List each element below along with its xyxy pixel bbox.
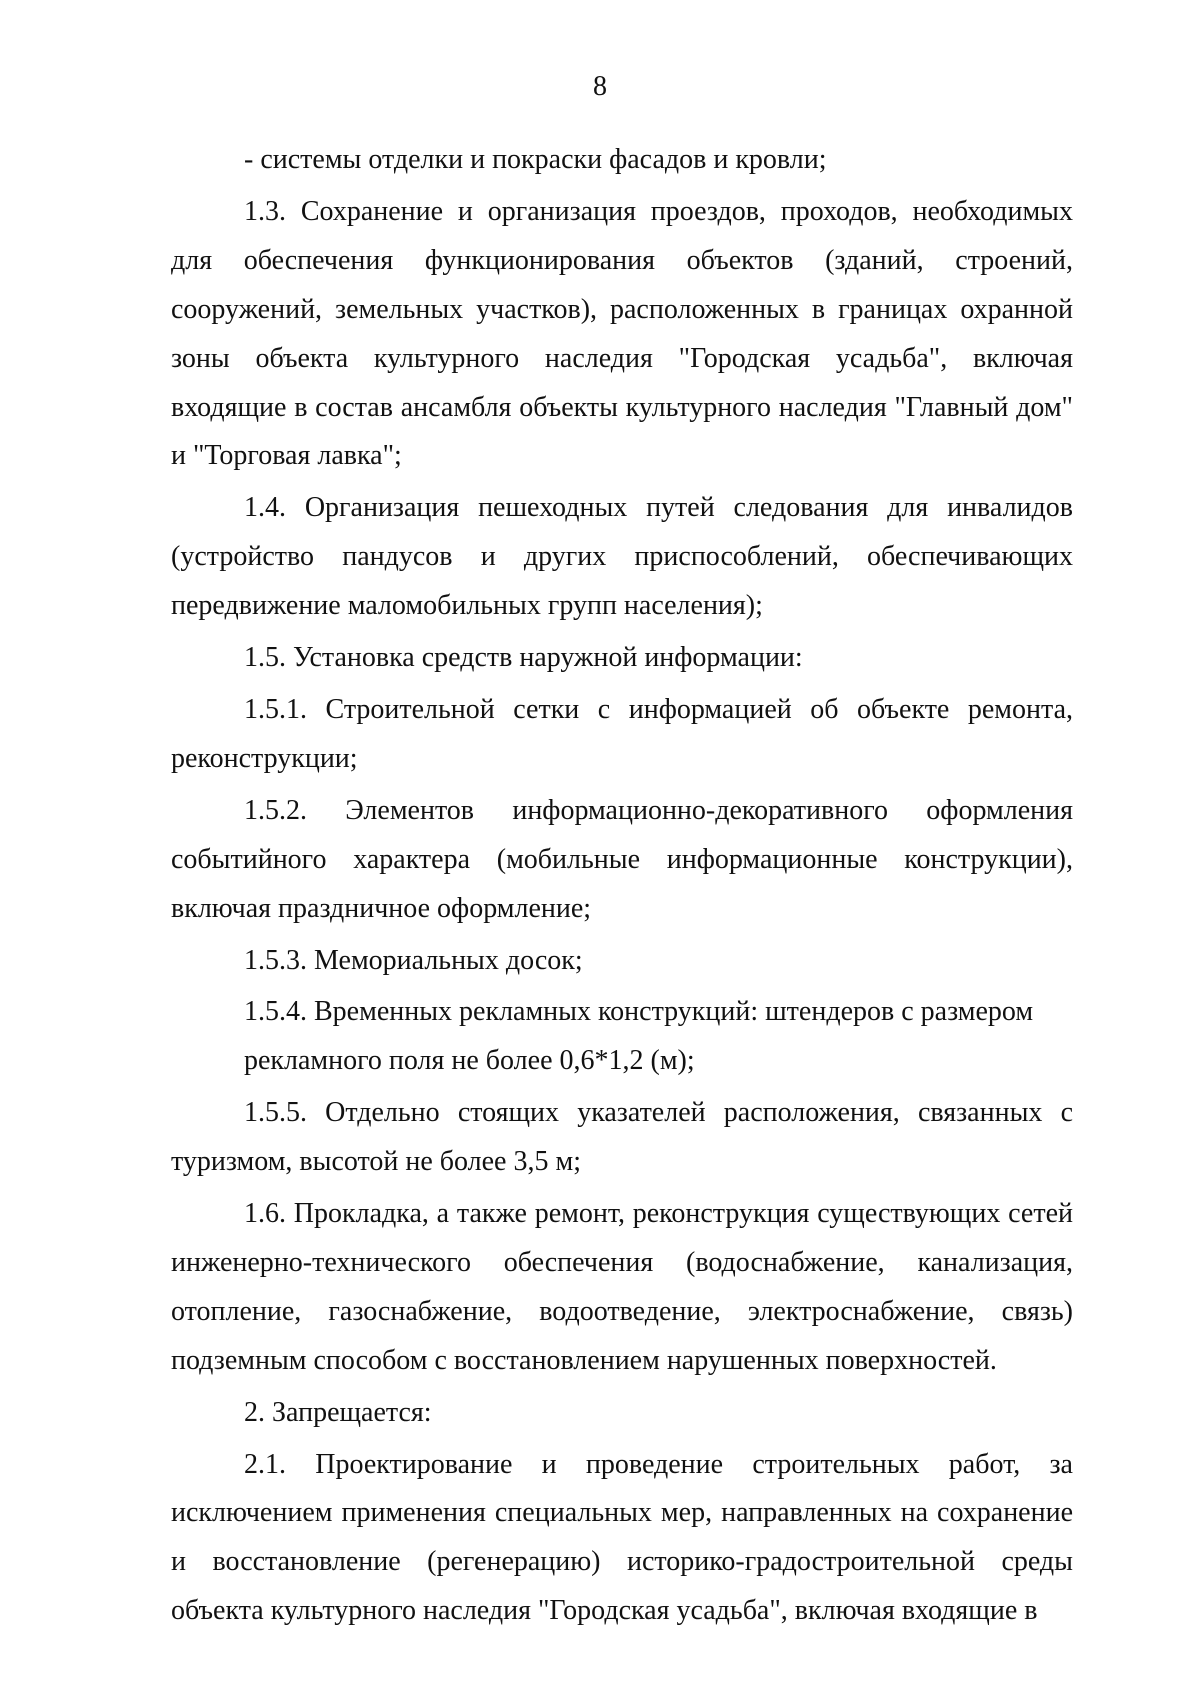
paragraph-facade-finishing: - системы отделки и покраски фасадов и кровли; (244, 144, 827, 175)
paragraph-1-5-1: 1.5.1. Строительной сетки с информацией об объекте ремонта, реконструкции; (171, 693, 1073, 774)
paragraph-1-3: 1.3. Сохранение и организация проездов, проходов, необходимых для обеспечения функционирования объектов (зданий, строений, сооружений, земельных участков), расположенных в границах охранной зоны объекта культурного наследия "Городская усадьба", включая входящие в состав ансамбля объекты культурного наследия "Главный дом" и "Торговая лавка"; (171, 195, 1073, 472)
paragraph-1-6: 1.6. Прокладка, а также ремонт, реконструкция существующих сетей инженерно-технического обеспечения (водоснабжение, канализация, отопление, газоснабжение, водоотведение, электроснабжение, связь) подземным способом с восстановлением нарушенных поверхностей. (171, 1198, 1073, 1376)
paragraph-1-4: 1.4. Организация пешеходных путей следования для инвалидов (устройство пандусов и других приспособлений, обеспечивающих передвижение маломобильных групп населения); (171, 492, 1073, 622)
paragraph-1-5-3: 1.5.3. Мемориальных досок; (244, 944, 583, 976)
paragraph-1-5-5: 1.5.5. Отдельно стоящих указателей расположения, связанных с туризмом, высотой не более 3,5 м; (171, 1097, 1073, 1178)
paragraph-1-5-4: 1.5.4. Временных рекламных конструкций: штендеров с размером рекламного поля не более 0,6*1,2 (м); (244, 996, 1034, 1077)
paragraph-2-1: 2.1. Проектирование и проведение строительных работ, за исключением применения специальных мер, направленных на сохранение и восстановление (регенерацию) историко-градостроительной среды объекта культурного наследия "Городская усадьба", включая входящие в (171, 1448, 1073, 1627)
document-body (171, 136, 1073, 1639)
page-number: 8 (593, 71, 607, 102)
paragraph-1-5: 1.5. Установка средств наружной информации: (244, 642, 803, 674)
paragraph-2: 2. Запрещается: (244, 1396, 432, 1428)
paragraph-1-5-2: 1.5.2. Элементов информационно-декоративного оформления событийного характера (мобильные информационные конструкции), включая праздничное оформление; (171, 794, 1073, 924)
